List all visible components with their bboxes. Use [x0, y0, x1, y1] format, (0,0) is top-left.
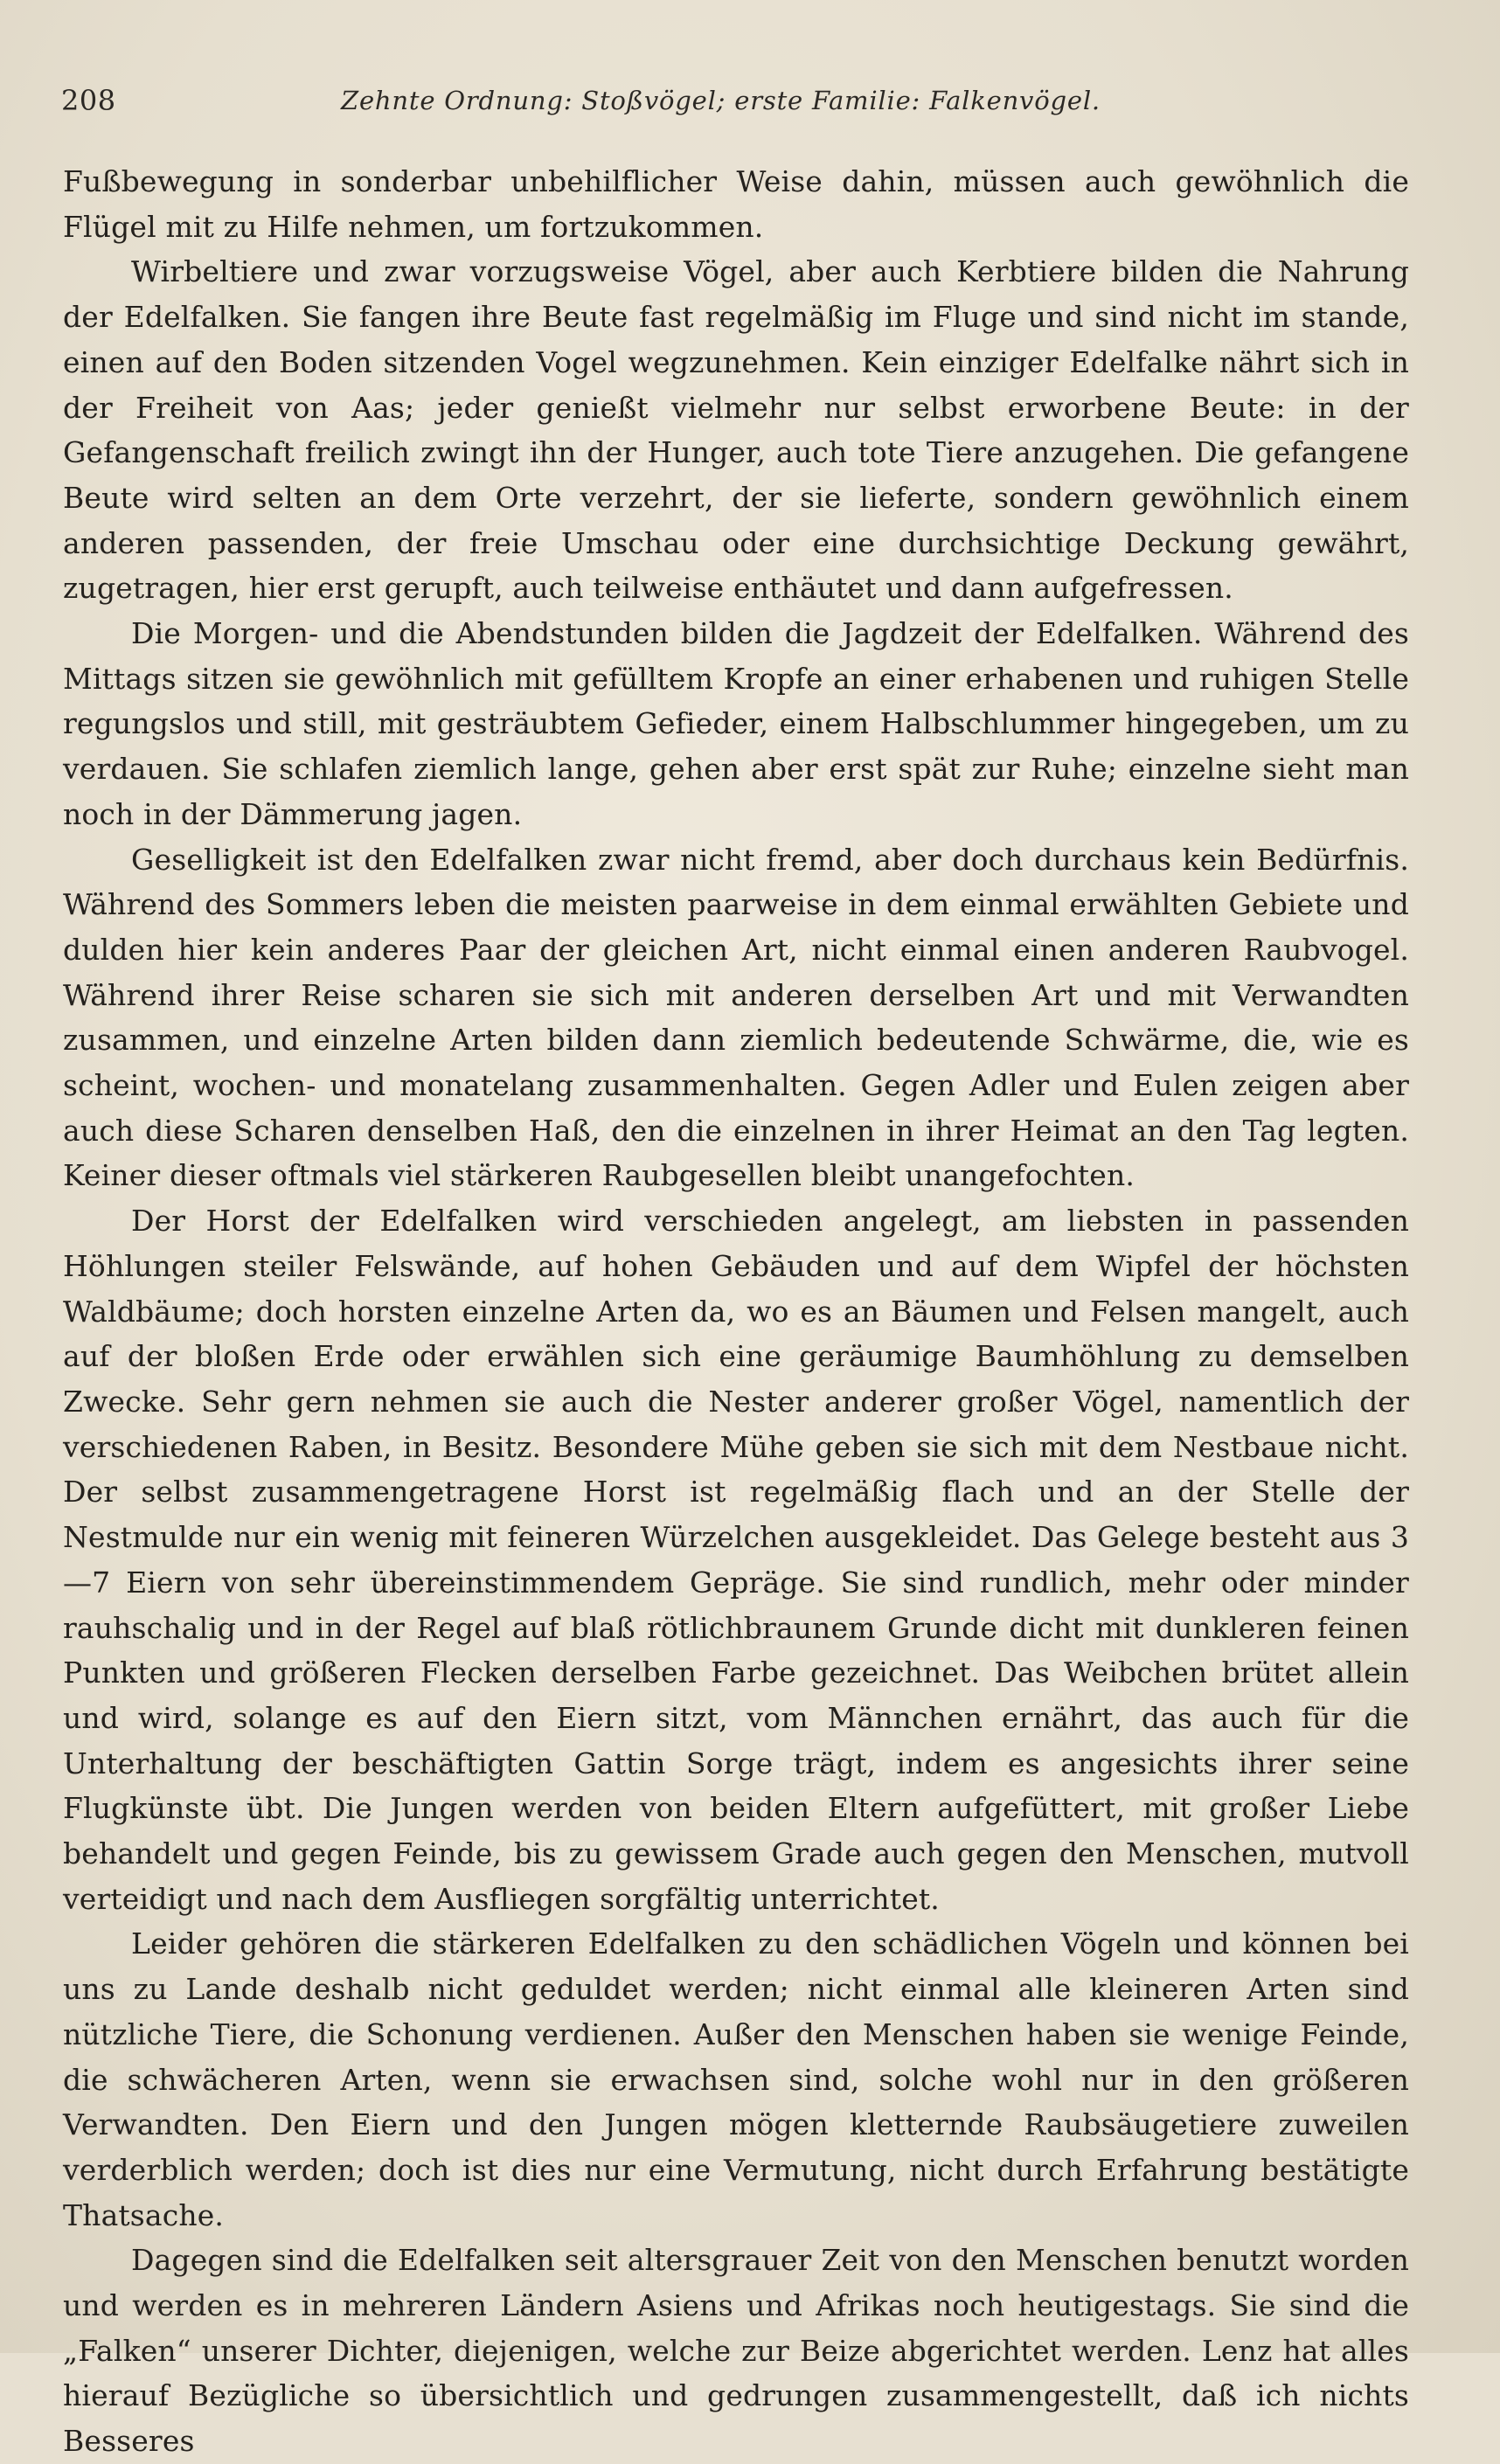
paragraph: Fußbewegung in sonderbar unbehilflicher Weise dahin, müssen auch gewöhnlich die Flügel mit zu Hilfe nehmen, um fortzukommen. — [63, 164, 1409, 244]
paragraph: Dagegen sind die Edelfalken seit altersgrauer Zeit von den Menschen benutzt worden und werden es in mehreren Ländern Asiens und Afrikas noch heutigestags. Sie sind die „Falken“ unserer Dichter, diejenigen, welche zur Beize abgerichtet werden. Lenz hat alles hierauf Bezügliche so übersichtlich und gedrungen zusammengestellt, daß ich nichts Besseres — [63, 2243, 1409, 2459]
paragraph: Die Morgen- und die Abendstunden bilden die Jagdzeit der Edelfalken. Während des Mittags sitzen sie gewöhnlich mit gefülltem Kropfe an einer erhabenen und ruhigen Stelle regungslos und still, mit gesträubtem Gefieder, einem Halbschlummer hingegeben, um zu verdauen. Sie schlafen ziemlich lange, gehen aber erst spät zur Ruhe; einzelne sieht man noch in der Dämmerung jagen. — [63, 616, 1409, 831]
page-number: 208 — [61, 84, 116, 117]
paragraph: Leider gehören die stärkeren Edelfalken zu den schädlichen Vögeln und können bei uns zu Lande deshalb nicht geduldet werden; nicht einmal alle kleineren Arten sind nützliche Tiere, die Schonung verdienen. Außer den Menschen haben sie wenige Feinde, die schwächeren Arten, wenn sie erwachsen sind, solche wohl nur in den größeren Verwandten. Den Eiern und den Jungen mögen kletternde Raubsäugetiere zuweilen verderblich werden; doch ist dies nur eine Vermutung, nicht durch Erfahrung bestätigte Thatsache. — [63, 1926, 1409, 2232]
page-header — [61, 80, 1425, 133]
running-title: Zehnte Ordnung: Stoßvögel; erste Familie: Falkenvögel. — [341, 86, 1101, 115]
paragraph: Geselligkeit ist den Edelfalken zwar nicht fremd, aber doch durchaus kein Bedürfnis. Während des Sommers leben die meisten paarweise in dem einmal erwählten Gebiete und dulden hier kein anderes Paar der gleichen Art, nicht einmal einen anderen Raubvogel. Während ihrer Reise scharen sie sich mit anderen derselben Art und mit Verwandten zusammen, und einzelne Arten bilden dann ziemlich bedeutende Schwärme, die, wie es scheint, wochen- und monatelang zusammenhalten. Gegen Adler und Eulen zeigen aber auch diese Scharen denselben Haß, den die einzelnen in ihrer Heimat an den Tag legten. Keiner dieser oftmals viel stärkeren Raubgesellen bleibt unangefochten. — [63, 842, 1409, 1193]
paragraph: Wirbeltiere und zwar vorzugsweise Vögel, aber auch Kerbtiere bilden die Nahrung der Edelfalken. Sie fangen ihre Beute fast regelmäßig im Fluge und sind nicht im stande, einen auf den Boden sitzenden Vogel wegzunehmen. Kein einziger Edelfalke nährt sich in der Freiheit von Aas; jeder genießt vielmehr nur selbst erworbene Beute: in der Gefangenschaft freilich zwingt ihn der Hunger, auch tote Tiere anzugehen. Die gefangene Beute wird selten an dem Orte verzehrt, der sie lieferte, sondern gewöhnlich einem anderen passenden, der freie Umschau oder eine durchsichtige Deckung gewährt, zugetragen, hier erst gerupft, auch teilweise enthäutet und dann aufgefressen. — [63, 254, 1409, 606]
body-text — [63, 159, 1409, 2464]
paragraph: Der Horst der Edelfalken wird verschieden angelegt, am liebsten in passenden Höhlungen steiler Felswände, auf hohen Gebäuden und auf dem Wipfel der höchsten Waldbäume; doch horsten einzelne Arten da, wo es an Bäumen und Felsen mangelt, auch auf der bloßen Erde oder erwählen sich eine geräumige Baumhöhlung zu demselben Zwecke. Sehr gern nehmen sie auch die Nester anderer großer Vögel, namentlich der verschiedenen Raben, in Besitz. Besondere Mühe geben sie sich mit dem Nestbaue nicht. Der selbst zusammengetragene Horst ist regelmäßig flach und an der Stelle der Nestmulde nur ein wenig mit feineren Würzelchen ausgekleidet. Das Gelege besteht aus 3—7 Eiern von sehr übereinstimmendem Gepräge. Sie sind rundlich, mehr oder minder rauhschalig und in der Regel auf blaß rötlichbraunem Grunde dicht mit dunkleren feinen Punkten und größeren Flecken derselben Farbe gezeichnet. Das Weibchen brütet allein und wird, solange es auf den Eiern sitzt, vom Männchen ernährt, das auch für die Unterhaltung der beschäftigten Gattin Sorge trägt, indem es angesichts ihrer seine Flugkünste übt. Die Jungen werden von beiden Eltern aufgefüttert, mit großer Liebe behandelt und gegen Feinde, bis zu gewissem Grade auch gegen den Menschen, mutvoll verteidigt und nach dem Ausfliegen sorgfältig unterrichtet. — [63, 1204, 1409, 1916]
